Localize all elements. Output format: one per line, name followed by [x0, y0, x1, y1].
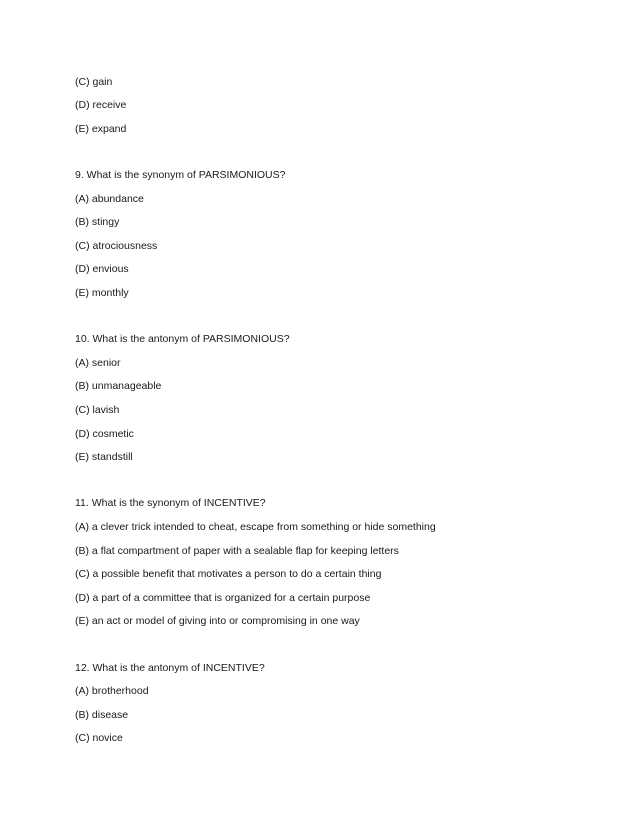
option-text: (E) standstill	[75, 451, 133, 463]
option-text: (C) lavish	[75, 404, 120, 416]
option-text: (E) expand	[75, 123, 127, 135]
option-text: (B) disease	[75, 709, 129, 721]
question-prompt: 9. What is the synonym of PARSIMONIOUS?	[75, 169, 286, 181]
option-text: (D) cosmetic	[75, 428, 134, 440]
option-text: (A) a clever trick intended to cheat, escape from something or hide something	[75, 521, 436, 533]
option-text: (E) an act or model of giving into or compromising in one way	[75, 615, 360, 627]
option-text: (E) monthly	[75, 287, 129, 299]
option-text: (C) atrociousness	[75, 240, 158, 252]
question-prompt: 12. What is the antonym of INCENTIVE?	[75, 662, 265, 674]
option-text: (C) a possible benefit that motivates a person to do a certain thing	[75, 568, 382, 580]
option-text: (D) receive	[75, 99, 127, 111]
option-text: (C) novice	[75, 732, 123, 744]
option-text: (A) senior	[75, 357, 121, 369]
question-prompt: 11. What is the synonym of INCENTIVE?	[75, 497, 266, 509]
option-text: (B) unmanageable	[75, 380, 162, 392]
option-text: (D) a part of a committee that is organized for a certain purpose	[75, 592, 371, 604]
option-text: (A) abundance	[75, 193, 144, 205]
option-text: (B) stingy	[75, 216, 120, 228]
option-text: (D) envious	[75, 263, 129, 275]
question-prompt: 10. What is the antonym of PARSIMONIOUS?	[75, 333, 290, 345]
option-text: (B) a flat compartment of paper with a sealable flap for keeping letters	[75, 545, 399, 557]
option-text: (C) gain	[75, 76, 113, 88]
option-text: (A) brotherhood	[75, 685, 149, 697]
